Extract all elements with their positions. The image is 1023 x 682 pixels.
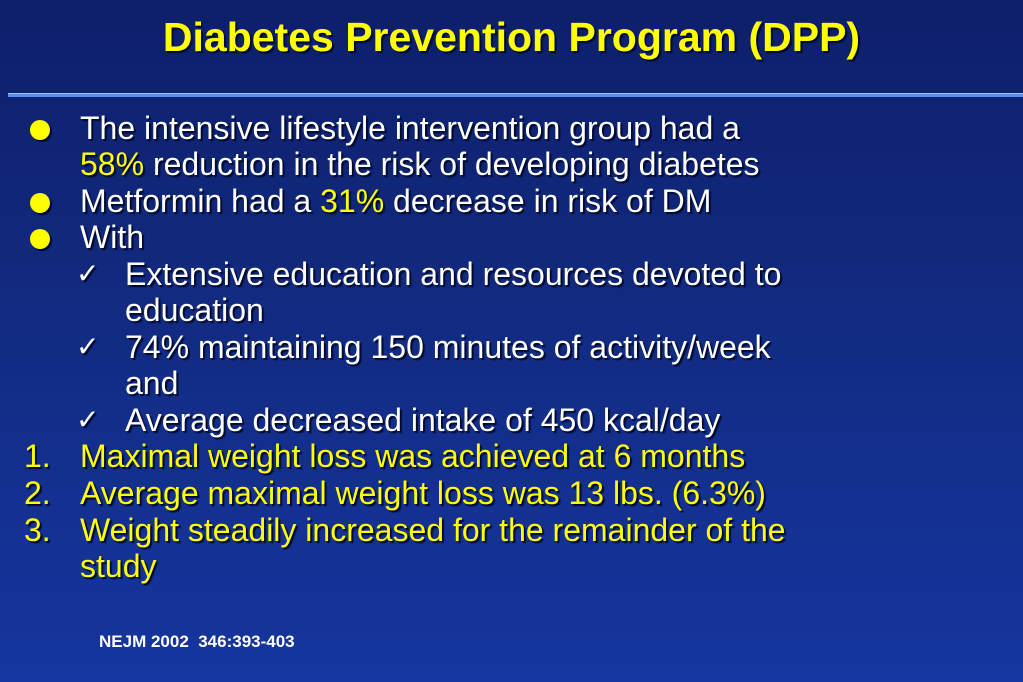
numbered-1-line-1: Maximal weight loss was achieved at 6 months xyxy=(80,438,746,474)
numbered-2-line-1: Average maximal weight loss was 13 lbs. (6.3%) xyxy=(80,475,766,511)
citation-text: NEJM 2002 346:393-403 xyxy=(99,632,295,651)
numbered-3-marker: 3. xyxy=(24,512,51,548)
bullet-3-line: With xyxy=(80,219,144,255)
bullet-2-post: decrease in risk of DM xyxy=(384,183,712,219)
numbered-3-line-1: Weight steadily increased for the remainder of the xyxy=(80,512,786,548)
bullet-1-line-1: The intensive lifestyle intervention group had a xyxy=(80,110,740,146)
numbered-3-line-2: study xyxy=(80,548,157,584)
bullet-1-line-2 xyxy=(80,146,760,182)
numbered-2-marker: 2. xyxy=(24,475,51,511)
slide-title: Diabetes Prevention Program (DPP) xyxy=(162,14,861,60)
check-2-line-1: 74% maintaining 150 minutes of activity/week xyxy=(125,329,771,365)
title-divider xyxy=(8,93,1023,97)
numbered-1-marker: 1. xyxy=(24,438,51,474)
bullet-2-pre: Metformin had a xyxy=(80,183,321,219)
checkmark-icon: ✓ xyxy=(76,258,100,289)
check-2-line-2: and xyxy=(125,365,179,401)
bullet-2-highlight: 31% xyxy=(320,183,385,219)
bullet-dot-icon xyxy=(30,120,50,140)
check-3-line-1: Average decreased intake of 450 kcal/day xyxy=(125,402,721,438)
checkmark-icon: ✓ xyxy=(76,404,100,435)
check-1-line-1: Extensive education and resources devoted to xyxy=(125,256,782,292)
bullet-dot-icon xyxy=(30,193,50,213)
bullet-2-line xyxy=(80,183,711,219)
bullet-1-highlight: 58% xyxy=(80,146,145,182)
checkmark-icon: ✓ xyxy=(76,331,100,362)
bullet-1-line-2-text: reduction in the risk of developing diabetes xyxy=(144,146,760,182)
bullet-dot-icon xyxy=(30,229,50,249)
check-1-line-2: education xyxy=(125,292,264,328)
